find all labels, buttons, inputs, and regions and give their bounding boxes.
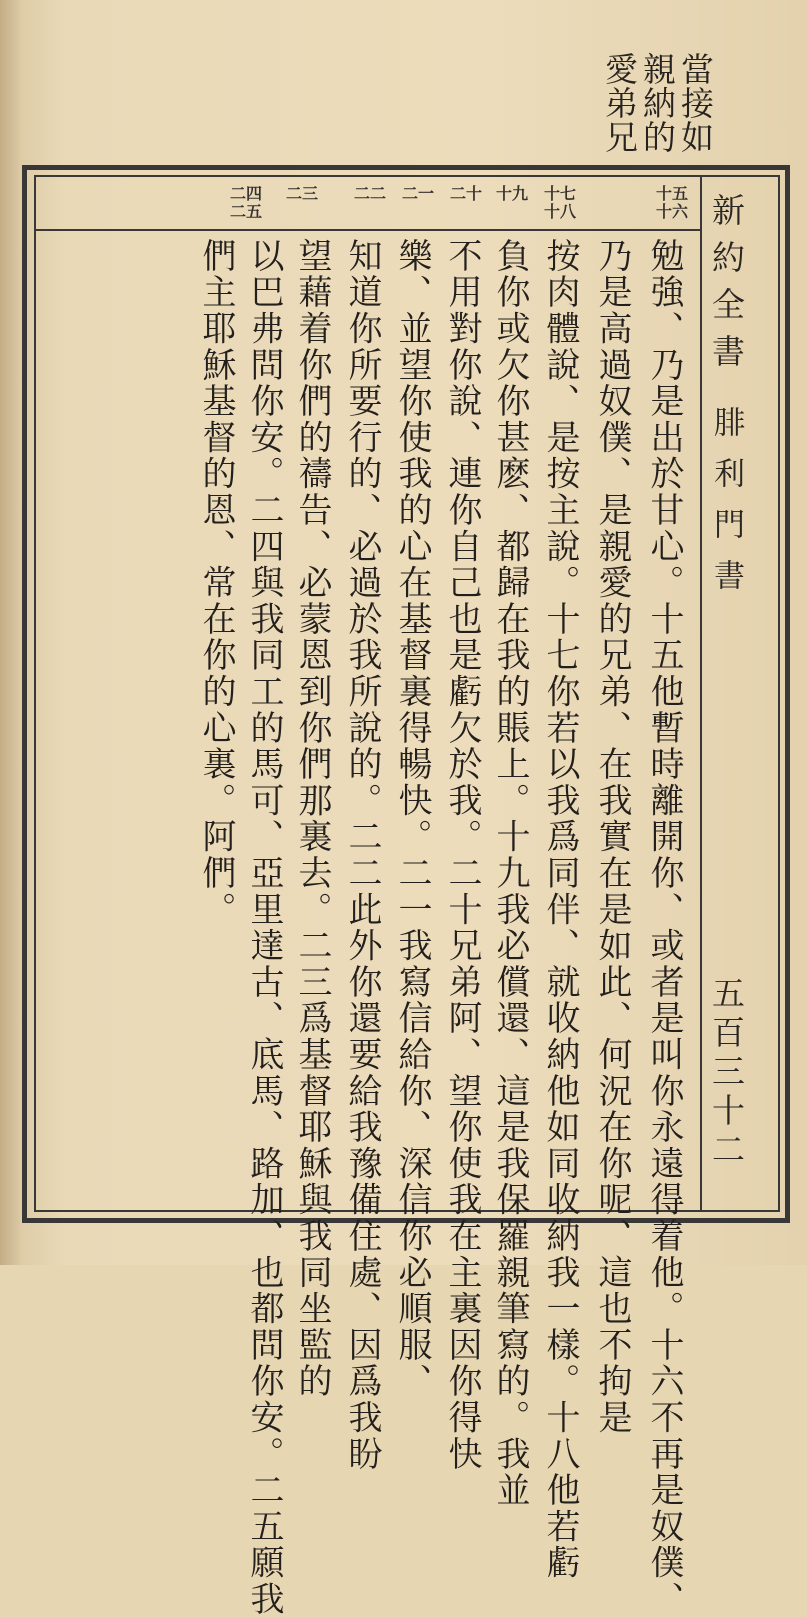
binding-gutter [0,0,22,1265]
text-column: 按肉體說、是按主說。十七你若以我爲同伴、就收納他如同收納我一樣。十八他若虧 [540,238,580,1582]
verse-number: 二十 [449,184,482,203]
verse-number: 二二 [353,184,386,203]
verse-number: 十七十八 [543,184,576,221]
text-column: 不用對你說、連你自己也是虧欠於我。二十兄弟阿、望你使我在主裏因你得快 [442,238,482,1473]
text-column: 知道你所要行的、必過於我所說的。二二此外你還要給我豫備住處、因爲我盼 [342,238,382,1473]
text-column: 樂、並望你使我的心在基督裏得暢快。二一我寫信給你、深信你必順服、 [392,238,432,1400]
bleed-through-text [180,58,310,158]
verse-number: 二三 [285,184,318,203]
verse-number: 二四二五 [229,184,262,221]
verse-number: 十九 [495,184,528,203]
bible-title: 新約全書 [707,193,746,381]
text-column: 以巴弗問你安。二四與我同工的馬可、亞里達古、底馬、路加、也都問你安。二五願我 [244,238,284,1617]
text-column: 們主耶穌基督的恩、常在你的心裏。阿們。 [196,238,236,928]
verse-number: 二一 [401,184,434,203]
book-title: 腓利門書 [708,406,744,610]
text-column: 乃是高過奴僕、是親愛的兄弟、在我實在是如此、何況在你呢、這也不拘是 [592,238,632,1436]
page-number: 五百三十二 [707,976,746,1171]
text-column: 望藉着你們的禱告、必蒙恩到你們那裏去。二三爲基督耶穌與我同坐監的 [292,238,332,1400]
verse-row-divider [36,229,700,231]
header-divider [700,177,702,1210]
text-column: 勉強、乃是出於甘心。十五他暫時離開你、或者是叫你永遠得着他。十六不再是奴僕、 [644,238,684,1617]
verse-number: 十五十六 [655,184,688,221]
continuation-text: 當接如親納的愛弟兄 [600,52,715,154]
text-column: 負你或欠你甚麽、都歸在我的賬上。十九我必償還、這是我保羅親筆寫的。我並 [490,238,530,1509]
